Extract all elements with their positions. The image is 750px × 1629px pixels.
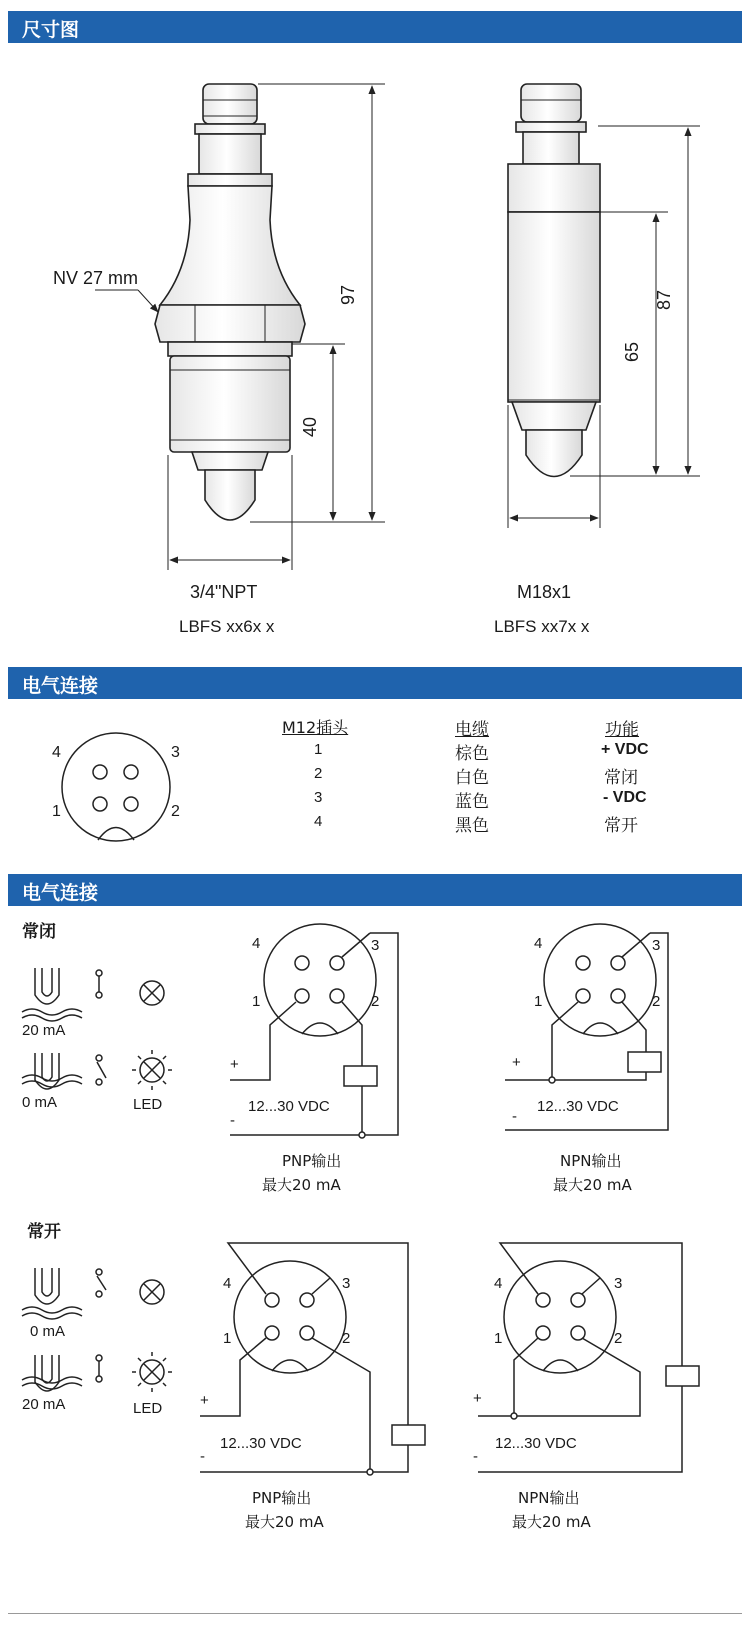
no-pnp-output-label: PNP输出 [252, 1489, 312, 1507]
pin-table-header-cable: 电缆 [455, 720, 489, 740]
thread-npt-label: 3/4"NPT [190, 582, 258, 602]
no-pnp-pin-3: 3 [342, 1275, 351, 1292]
section-title: 尺寸图 [22, 19, 80, 41]
pin-number-2: 2 [171, 803, 180, 820]
nc-npn-voltage: 12...30 VDC [537, 1098, 619, 1115]
pin-row-3-pin: 3 [314, 789, 323, 806]
nc-npn-pin-1: 1 [534, 993, 543, 1010]
nc-pnp-plus: + [230, 1056, 239, 1073]
sensor-m18-drawing [508, 84, 600, 477]
pin-row-3-color: 蓝色 [455, 792, 489, 812]
pin-row-4-pin: 4 [314, 813, 323, 830]
dim-sleeve-m18: 65 [622, 341, 642, 362]
pin-row-1-color: 棕色 [455, 744, 489, 764]
nc-pnp-pin-1: 1 [252, 993, 261, 1010]
pin-row-2-function: 常闭 [604, 768, 638, 788]
nc-pnp-pin-2: 2 [371, 993, 380, 1010]
model-npt-label: LBFS xx6x x [179, 617, 275, 636]
section-title: 电气连接 [22, 882, 99, 904]
nc-npn-pin-3: 3 [652, 937, 661, 954]
no-title: 常开 [27, 1222, 61, 1242]
pin-table-header-function: 功能 [605, 720, 639, 740]
no-pnp-pin-4: 4 [223, 1275, 232, 1292]
connector-face [62, 733, 170, 841]
no-pnp-plus: + [200, 1392, 209, 1409]
no-pnp-minus: - [200, 1448, 205, 1465]
nc-title: 常闭 [22, 922, 56, 942]
section-header-wiring [8, 874, 742, 906]
nc-pnp-voltage: 12...30 VDC [248, 1098, 330, 1115]
pin-row-4-color: 黑色 [455, 816, 489, 836]
nc-current-20: 20 mA [22, 1022, 66, 1039]
no-pnp-pin-2: 2 [342, 1330, 351, 1347]
no-current-0: 0 mA [30, 1323, 66, 1340]
model-m18-label: LBFS xx7x x [494, 617, 590, 636]
nc-pnp-output-label: PNP输出 [282, 1152, 342, 1170]
no-npn-max-current: 最大20 mA [512, 1513, 591, 1531]
footer-divider [8, 1613, 742, 1614]
nc-npn-minus: - [512, 1108, 517, 1125]
pin-number-4: 4 [52, 744, 61, 761]
no-pnp-pin-1: 1 [223, 1330, 232, 1347]
nut-size-label: NV 27 mm [53, 268, 139, 288]
no-npn-plus: + [473, 1390, 482, 1407]
nc-npn-pin-2: 2 [652, 993, 661, 1010]
pin-number-1: 1 [52, 803, 61, 820]
pin-number-3: 3 [171, 744, 180, 761]
nc-npn-output-label: NPN输出 [560, 1152, 622, 1170]
pin-table-header-plug: M12插头 [282, 718, 349, 737]
no-led-label: LED [133, 1400, 163, 1417]
section-title: 电气连接 [22, 675, 99, 697]
no-current-20: 20 mA [22, 1396, 66, 1413]
pin-row-4-function: 常开 [604, 816, 638, 836]
dim-total-m18: 87 [654, 289, 674, 310]
nc-pnp-max-current: 最大20 mA [262, 1176, 341, 1194]
nc-pnp-minus: - [230, 1112, 235, 1129]
no-npn-minus: - [473, 1448, 478, 1465]
no-pnp-voltage: 12...30 VDC [220, 1435, 302, 1452]
pin-row-2-pin: 2 [314, 765, 323, 782]
nc-pnp-pin-3: 3 [371, 937, 380, 954]
dimension-drawing [0, 0, 750, 660]
no-npn-pin-4: 4 [494, 1275, 503, 1292]
dim-total-npt: 97 [338, 284, 358, 305]
sensor-npt-drawing [155, 84, 305, 520]
no-npn-voltage: 12...30 VDC [495, 1435, 577, 1452]
no-npn-pin-3: 3 [614, 1275, 623, 1292]
nc-led-label: LED [133, 1096, 163, 1113]
nc-npn-max-current: 最大20 mA [553, 1176, 632, 1194]
nc-current-0: 0 mA [22, 1094, 58, 1111]
pin-row-1-pin: 1 [314, 741, 323, 758]
dim-sleeve-npt: 40 [300, 416, 320, 437]
section-header-electrical [8, 667, 742, 699]
no-npn-output-label: NPN输出 [518, 1489, 580, 1507]
pin-row-1-function: + VDC [601, 741, 649, 758]
no-npn-pin-2: 2 [614, 1330, 623, 1347]
pin-row-3-function: - VDC [603, 789, 647, 806]
no-pnp-max-current: 最大20 mA [245, 1513, 324, 1531]
nc-npn-pin-4: 4 [534, 935, 543, 952]
nc-npn-plus: + [512, 1054, 521, 1071]
no-npn-pin-1: 1 [494, 1330, 503, 1347]
nc-pnp-pin-4: 4 [252, 935, 261, 952]
thread-m18-label: M18x1 [517, 582, 572, 602]
pin-row-2-color: 白色 [455, 768, 489, 788]
